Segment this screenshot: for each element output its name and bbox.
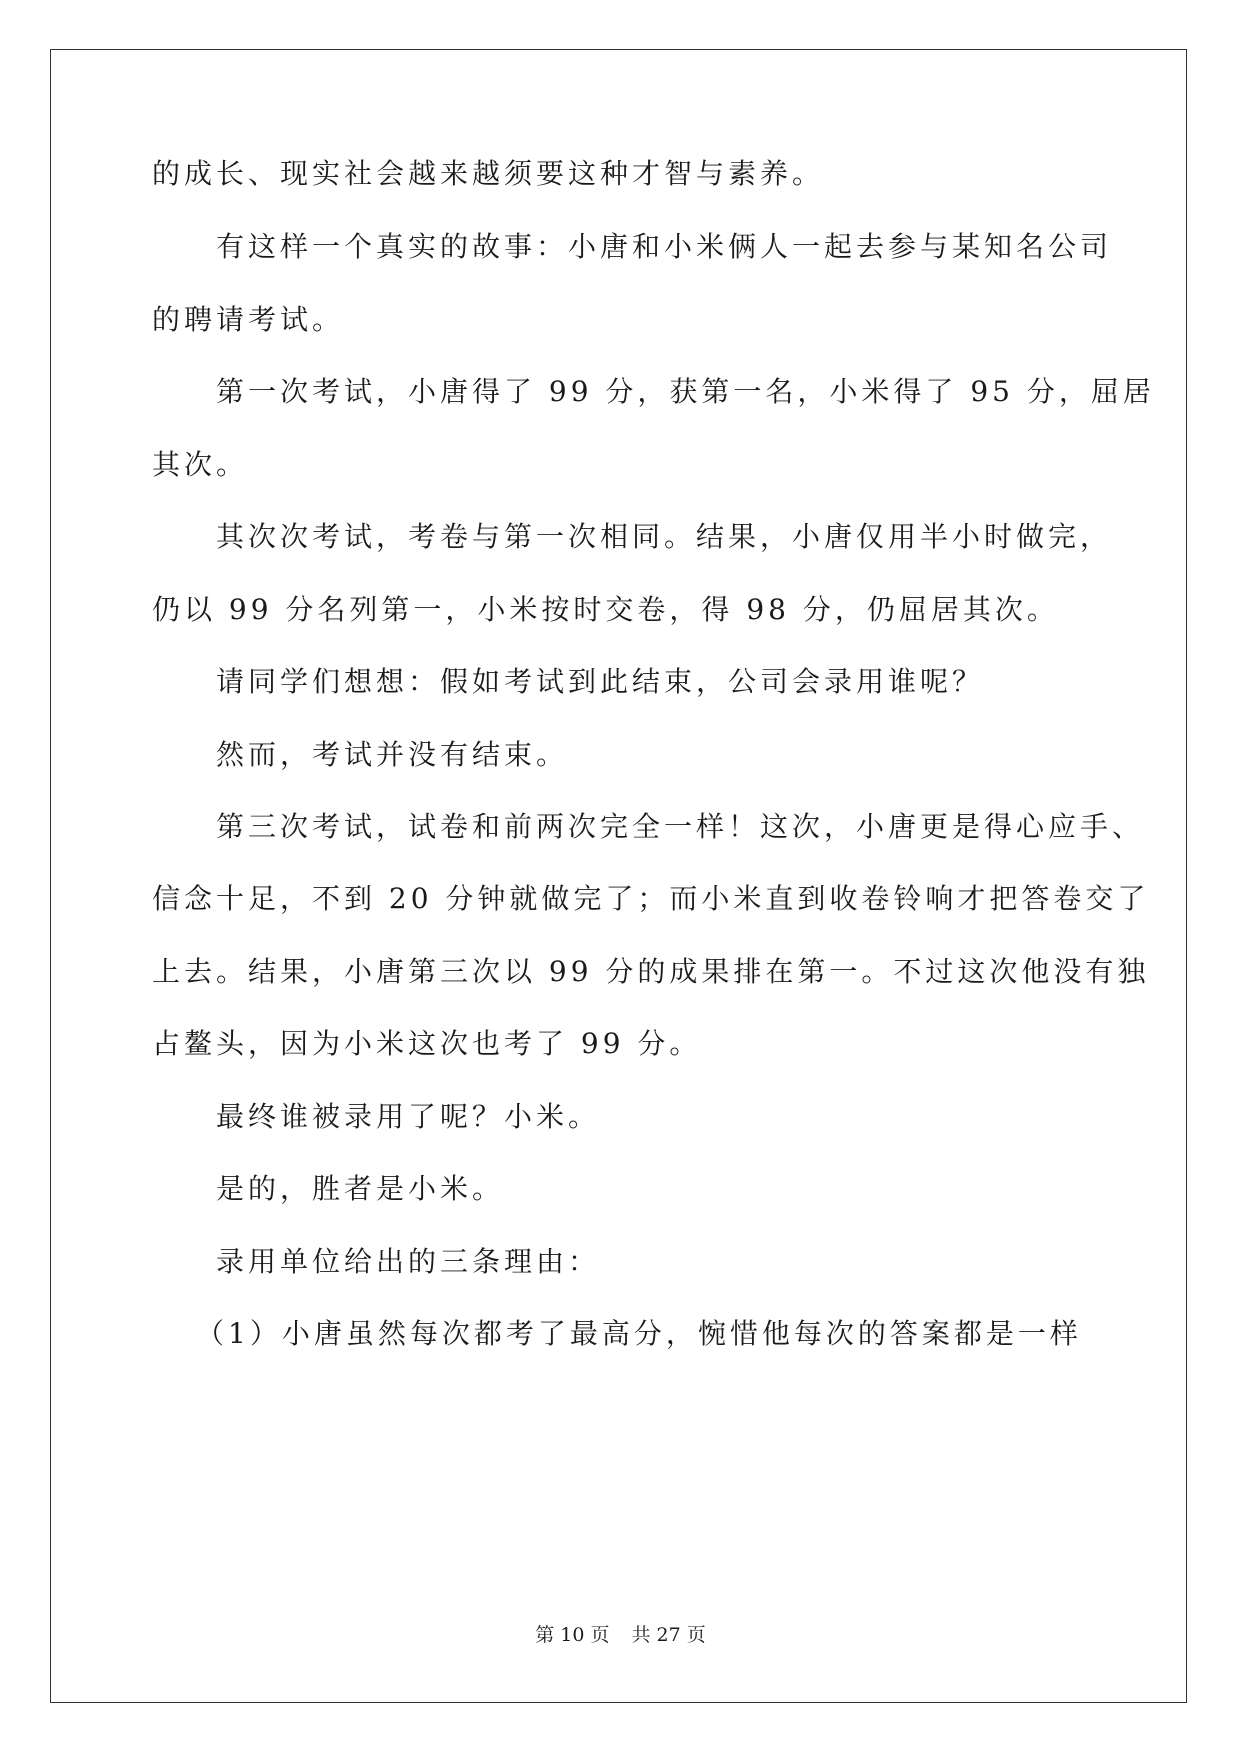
text-line: 其次次考试，考卷与第一次相同。结果，小唐仅用半小时做完， xyxy=(216,520,1113,553)
text-line: 有这样一个真实的故事：小唐和小米俩人一起去参与某知名公司 xyxy=(216,230,1113,263)
page-footer xyxy=(0,1620,1241,1647)
page-number: 第 10 页 xyxy=(535,1624,610,1646)
text-line: （1）小唐虽然每次都考了最高分，惋惜他每次的答案都是一样 xyxy=(196,1317,1082,1350)
page-border xyxy=(50,49,1187,1703)
text-line: 其次。 xyxy=(152,448,249,481)
text-line: 是的，胜者是小米。 xyxy=(216,1172,505,1205)
page-total: 共 27 页 xyxy=(631,1624,706,1646)
text-line: 最终谁被录用了呢？小米。 xyxy=(216,1100,601,1133)
text-line: 信念十足，不到 20 分钟就做完了；而小米直到收卷铃响才把答卷交了 xyxy=(152,882,1150,915)
text-line: 仍以 99 分名列第一，小米按时交卷，得 98 分，仍屈居其次。 xyxy=(152,593,1059,626)
text-line: 的成长、现实社会越来越须要这种才智与素养。 xyxy=(152,157,825,190)
text-line: 录用单位给出的三条理由： xyxy=(216,1245,601,1278)
text-line: 占鳌头，因为小米这次也考了 99 分。 xyxy=(152,1027,702,1060)
text-line: 请同学们想想：假如考试到此结束，公司会录用谁呢？ xyxy=(216,665,985,698)
text-line: 第一次考试，小唐得了 99 分，获第一名，小米得了 95 分，屈居 xyxy=(216,375,1155,408)
text-line: 第三次考试，试卷和前两次完全一样！这次，小唐更是得心应手、 xyxy=(216,810,1145,843)
text-line: 上去。结果，小唐第三次以 99 分的成果排在第一。不过这次他没有独 xyxy=(152,955,1150,988)
text-line: 然而，考试并没有结束。 xyxy=(216,738,569,771)
text-line: 的聘请考试。 xyxy=(152,303,345,336)
